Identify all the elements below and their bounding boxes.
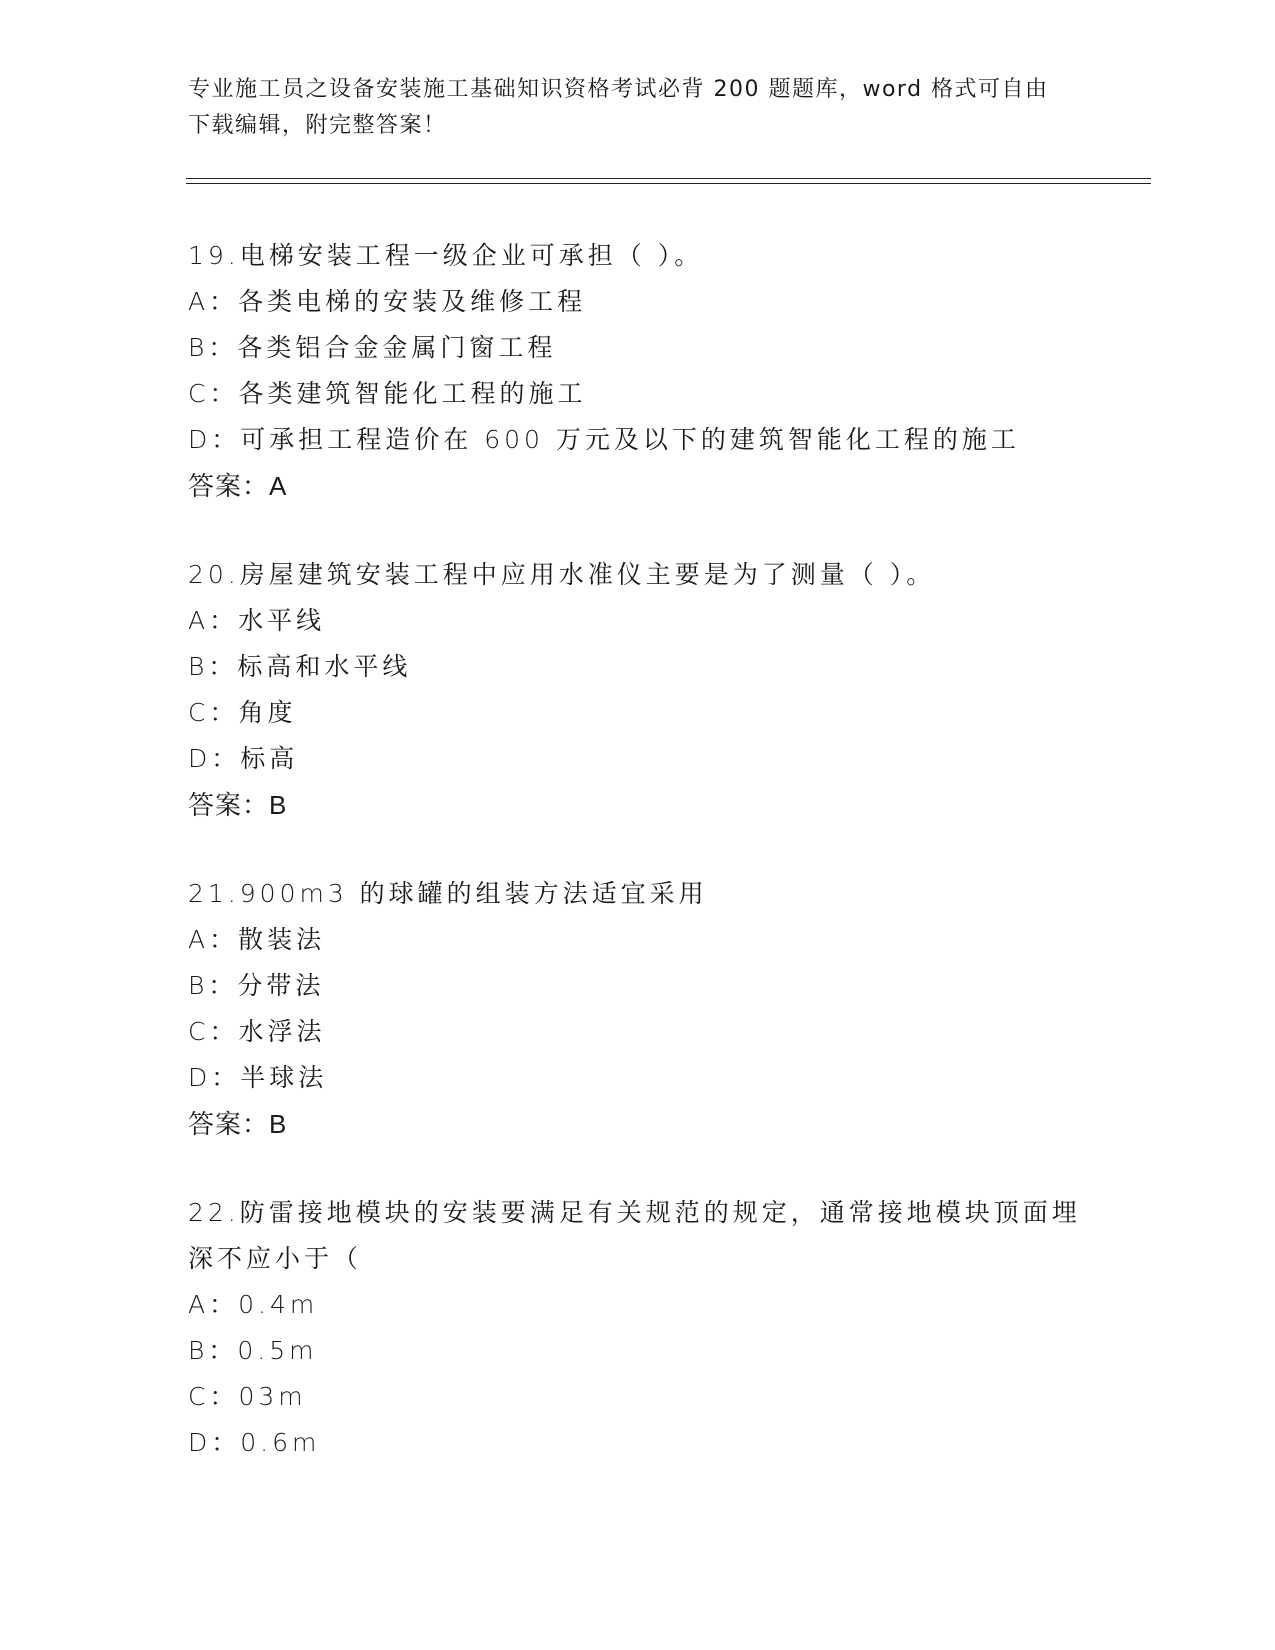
question-stem: 20.房屋建筑安装工程中应用水准仪主要是为了测量（ ）。 — [188, 560, 936, 589]
question-19 — [188, 233, 1088, 509]
option-b: B：0.5m — [188, 1336, 318, 1365]
question-stem: 21.900m3 的球罐的组装方法适宜采用 — [188, 879, 708, 908]
question-stem-line-1: 22.防雷接地模块的安装要满足有关规范的规定，通常接地模块顶面埋 — [188, 1198, 1081, 1227]
question-stem-line-2: 深不应小于（ — [188, 1244, 363, 1273]
option-c: C：角度 — [188, 698, 297, 727]
answer: 答案：A — [188, 471, 288, 501]
option-d: D：可承担工程造价在 600 万元及以下的建筑智能化工程的施工 — [188, 425, 1020, 454]
question-stem: 19.电梯安装工程一级企业可承担（ ）。 — [188, 241, 704, 270]
option-d: D：标高 — [188, 744, 299, 773]
header-divider-top — [186, 178, 1151, 179]
question-22 — [188, 1190, 1088, 1466]
question-20 — [188, 552, 1088, 828]
option-c: C：水浮法 — [188, 1017, 326, 1046]
option-a: A：散装法 — [188, 925, 326, 954]
option-b: B：分带法 — [188, 971, 325, 1000]
option-c: C：03m — [188, 1382, 307, 1411]
option-a: A：各类电梯的安装及维修工程 — [188, 287, 587, 316]
option-a: A：0.4m — [188, 1290, 319, 1319]
option-a: A：水平线 — [188, 606, 326, 635]
option-d: D：半球法 — [188, 1063, 328, 1092]
option-b: B：标高和水平线 — [188, 652, 412, 681]
answer: 答案：B — [188, 790, 288, 820]
document-header — [188, 72, 1088, 144]
option-b: B：各类铝合金金属门窗工程 — [188, 333, 557, 362]
answer: 答案：B — [188, 1109, 288, 1139]
option-d: D：0.6m — [188, 1428, 321, 1457]
header-divider-bottom — [186, 183, 1151, 184]
option-c: C：各类建筑智能化工程的施工 — [188, 379, 587, 408]
header-line-2: 下载编辑，附完整答案！ — [188, 113, 447, 138]
header-line-1: 专业施工员之设备安装施工基础知识资格考试必背 200 题题库，word 格式可自由 — [188, 77, 1049, 102]
question-21 — [188, 871, 1088, 1147]
